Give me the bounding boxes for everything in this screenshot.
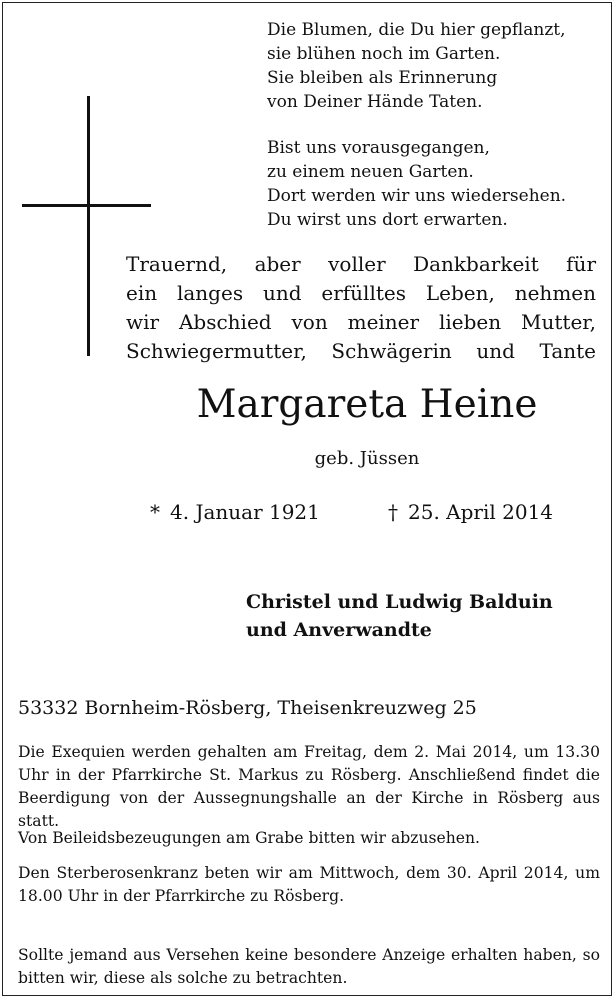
deceased-name: Margareta Heine: [196, 382, 538, 427]
poem-line: Dort werden wir uns wiedersehen.: [267, 186, 567, 206]
poem-stanza-1: [267, 18, 566, 114]
death-cross-icon: †: [388, 500, 398, 524]
birth-star-icon: *: [150, 500, 160, 524]
intro-line: ein langes und erfülltes Leben, nehmen: [126, 281, 596, 305]
poem-line: zu einem neuen Garten.: [267, 162, 474, 182]
poem-line: Du wirst uns dort erwarten.: [267, 210, 508, 230]
funeral-info: Die Exequien werden gehalten am Freitag, dem 2. Mai 2014, um 13.30 Uhr in der Pfarrkirche St. Markus zu Rösberg. Anschließend findet die Beerdigung von der Aussegnungshalle an der Kirche in Rösberg aus statt.: [18, 743, 600, 830]
poem-line: Die Blumen, die Du hier gepflanzt,: [267, 20, 566, 40]
poem-line: sie blühen noch im Garten.: [267, 44, 501, 64]
condolence-note: Von Beileidsbezeugungen am Grabe bitten wir abzusehen.: [18, 829, 480, 847]
cross-icon-bar: [22, 204, 151, 207]
intro-line: wir Abschied von meiner lieben Mutter,: [126, 310, 596, 334]
poem-line: von Deiner Hände Taten.: [267, 92, 483, 112]
cross-icon: [87, 96, 90, 356]
death-date-line: [388, 498, 553, 526]
poem-line: Bist uns vorausgegangen,: [267, 138, 490, 158]
death-date: 25. April 2014: [408, 500, 554, 524]
mourners: [246, 588, 553, 644]
intro-line: Schwiegermutter, Schwägerin und Tante: [126, 339, 596, 363]
birth-date: 4. Januar 1921: [170, 500, 320, 524]
mourner-line: und Anverwandte: [246, 619, 432, 641]
maiden-name: geb. Jüssen: [314, 448, 420, 469]
address: 53332 Bornheim-Rösberg, Theisenkreuzweg 25: [18, 697, 477, 719]
notice-note: Sollte jemand aus Versehen keine besondere Anzeige erhalten haben, so bitten wir, diese als solche zu betrachten.: [18, 946, 600, 987]
birth-date-line: [150, 498, 320, 526]
intro-line: Trauernd, aber voller Dankbarkeit für: [126, 252, 596, 276]
rosary-info: Den Sterberosenkranz beten wir am Mittwoch, dem 30. April 2014, um 18.00 Uhr in der Pfarrkirche zu Rösberg.: [18, 864, 600, 905]
mourner-line: Christel und Ludwig Balduin: [246, 591, 553, 613]
poem-line: Sie bleiben als Erinnerung: [267, 68, 498, 88]
intro-text: [126, 250, 596, 366]
poem-stanza-2: [267, 136, 566, 232]
